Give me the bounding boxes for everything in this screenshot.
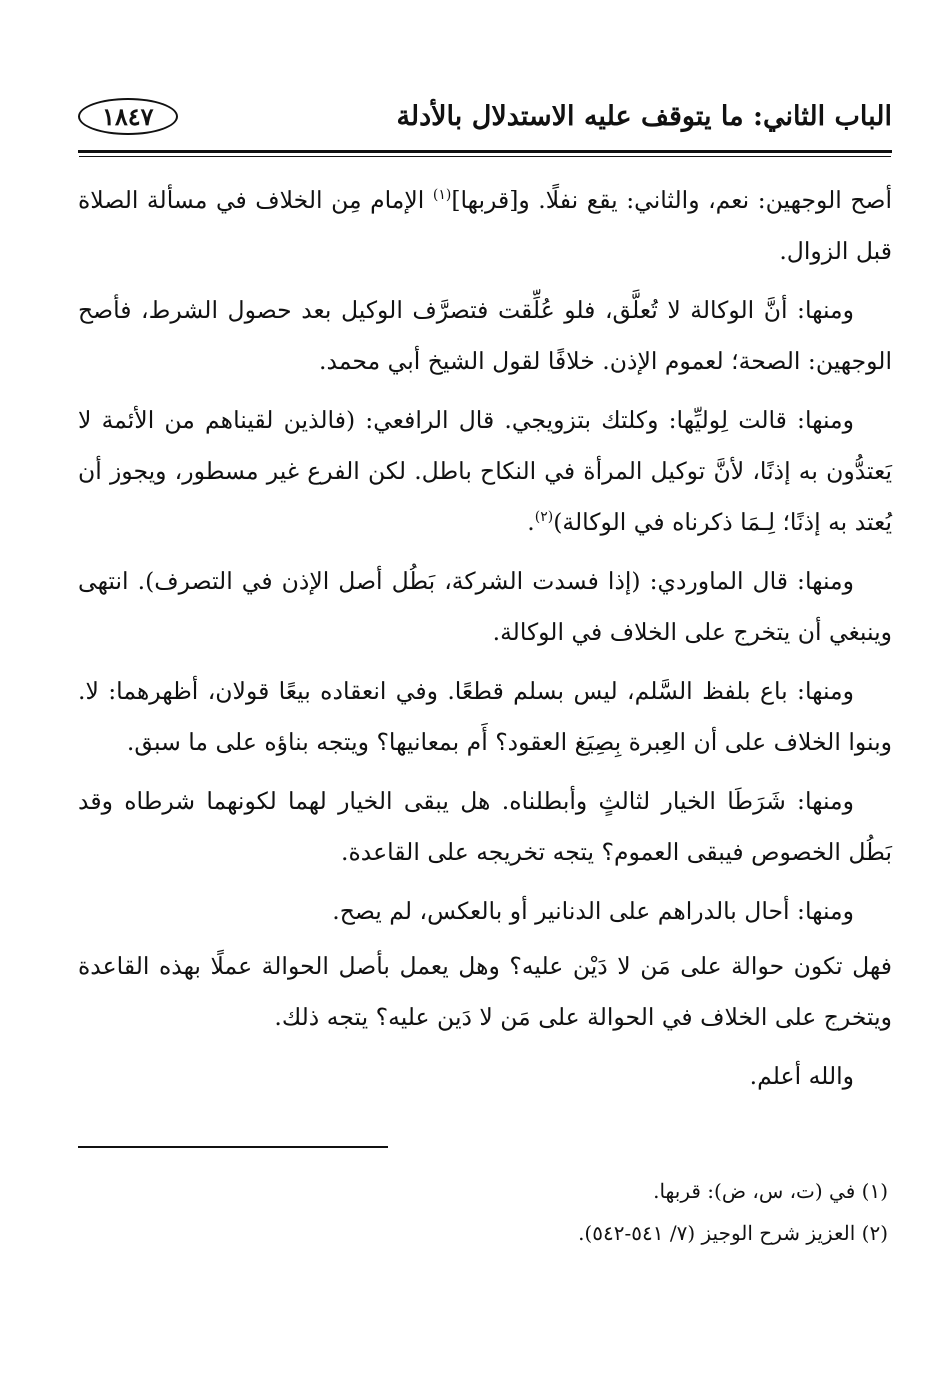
closing-line: والله أعلم.	[749, 1062, 854, 1090]
paragraph-text: ومنها: قالت لِوليِّها: وكلتك بتزويجي. قال الرافعي: (فالذين لقيناهم من الأئمة لا يَعتدُّون به إذنًا، لأنَّ توكيل المرأة في النكاح باطل. لكن الفرع غير مسطور، ويجوز أن يُعتد به إذنًا؛ لِـمَا ذكرناه في الوكالة)	[78, 406, 892, 536]
paragraph-text: الإمام مِن الخلاف في مسألة الصلاة قبل الزوال.	[78, 186, 892, 265]
footnote-ref-1: (١)	[432, 187, 452, 204]
paragraph-text: .	[527, 508, 535, 536]
paragraph-1	[78, 175, 892, 277]
paragraph-4: ومنها: قال الماوردي: (إذا فسدت الشركة، بَطُل أصل الإذن في التصرف). انتهى وينبغي أن يتخرج على الخلاف في الوكالة.	[78, 567, 892, 646]
header-rule	[78, 150, 892, 153]
page-number: ١٨٤٧	[78, 98, 178, 135]
paragraph-text: أصح الوجهين: نعم، والثاني: يقع نفلًا. و[قربها]	[451, 186, 892, 214]
paragraph-3	[78, 395, 892, 548]
paragraph-6: ومنها: شَرَطَا الخيار لثالثٍ وأبطلناه. هل يبقى الخيار لهما لكونهما شرطاه وقد بَطُل الخصوص فيبقى العموم؟ يتجه تخريجه على القاعدة.	[78, 787, 892, 866]
footnotes-section	[78, 1106, 892, 1254]
footnote-rule-holder	[78, 1106, 892, 1170]
paragraph-5: ومنها: باع بلفظ السَّلم، ليس بسلم قطعًا. وفي انعقاده بيعًا قولان، أظهرهما: لا. وبنوا الخلاف على أن العِبرة بِصِيَغ العقود؟ أَم بمعانيها؟ ويتجه بناؤه على ما سبق.	[78, 677, 892, 756]
footnote-separator	[78, 1146, 388, 1148]
paragraph-8: فهل تكون حوالة على مَن لا دَيْن عليه؟ وهل يعمل بأصل الحوالة عملًا بهذه القاعدة ويتخرج على الخلاف في الحوالة على مَن لا دَين عليه؟ يتجه ذلك.	[78, 952, 892, 1031]
footnote-ref-2: (٢)	[534, 509, 554, 526]
running-title: الباب الثاني: ما يتوقف عليه الاستدلال بالأدلة	[396, 100, 892, 132]
footnote-2: (٢) العزيز شرح الوجيز (٧/ ٥٤١-٥٤٢).	[578, 1221, 888, 1245]
main-text	[78, 175, 892, 1102]
paragraph-7: ومنها: أحال بالدراهم على الدنانير أو بالعكس، لم يصح.	[332, 897, 854, 925]
page-header	[78, 88, 892, 144]
footnote-1: (١) في (ت، س، ض): قربها.	[653, 1179, 888, 1203]
paragraph-2: ومنها: أنَّ الوكالة لا تُعلَّق، فلو عُلِّقت فتصرَّف الوكيل بعد حصول الشرط، فأصح الوجهين: الصحة؛ لعموم الإذن. خلافًا لقول الشيخ أبي محمد.	[78, 296, 892, 375]
